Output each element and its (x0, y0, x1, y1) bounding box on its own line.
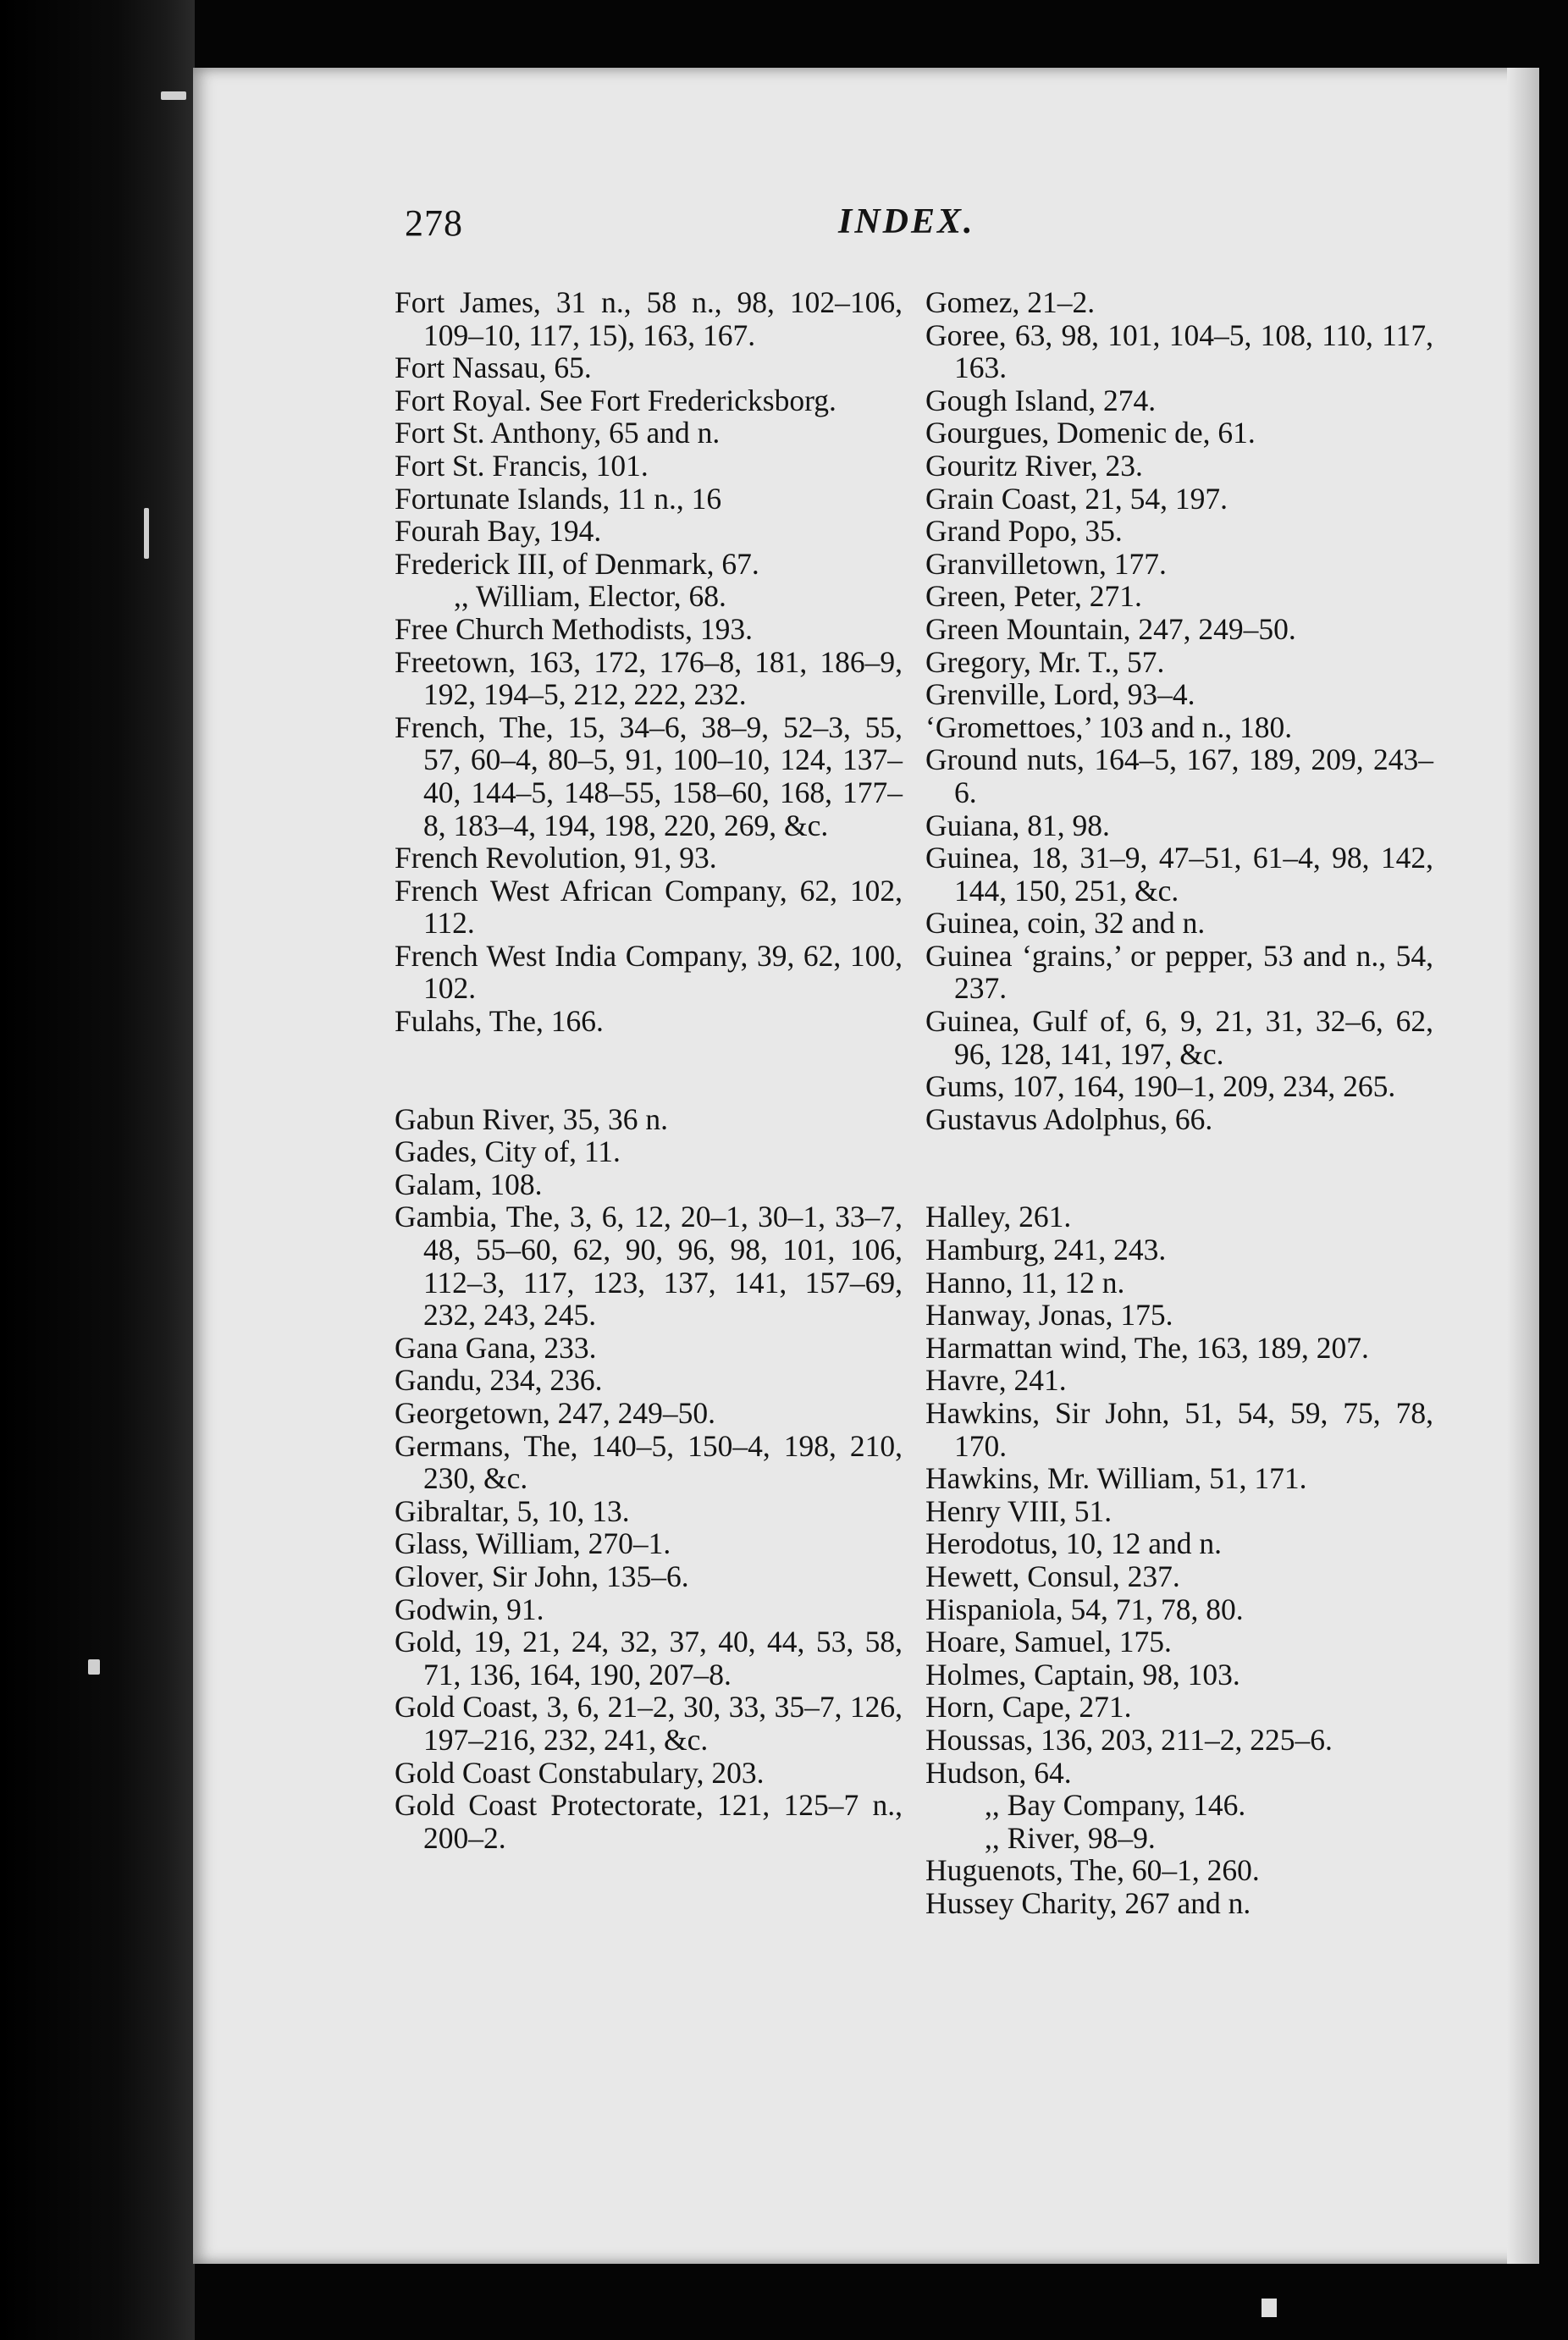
index-entry: Gold Coast, 3, 6, 21–2, 30, 33, 35–7, 126, 197–216, 232, 241, &c. (395, 1690, 903, 1757)
index-entry: French West African Company, 62, 102, 112. (395, 873, 903, 941)
index-entry: Granvilletown, 177. (925, 546, 1167, 581)
running-title: INDEX. (838, 202, 975, 241)
index-entry: Guinea, 18, 31–9, 47–51, 61–4, 98, 142, 144, 150, 251, &c. (925, 841, 1433, 908)
index-entry: ‘Gromettoes,’ 103 and n., 180. (925, 709, 1293, 744)
index-entry: Frederick III, of Denmark, 67. (395, 546, 759, 581)
index-entry: Hewett, Consul, 237. (925, 1559, 1180, 1593)
index-entry: Galam, 108. (395, 1167, 543, 1201)
spine-speck (88, 1659, 100, 1675)
index-entry: Goree, 63, 98, 101, 104–5, 108, 110, 117, 163. (925, 317, 1433, 385)
index-entry: Huguenots, The, 60–1, 260. (925, 1853, 1260, 1888)
index-entry: Gold, 19, 21, 24, 32, 37, 40, 44, 53, 58, 71, 136, 164, 190, 207–8. (395, 1625, 903, 1692)
index-entry: Havre, 241. (925, 1363, 1067, 1398)
index-entry: Gustavus Adolphus, 66. (925, 1101, 1213, 1136)
index-entry: Gana Gana, 233. (395, 1330, 597, 1365)
index-entry: Fort St. Anthony, 65 and n. (395, 416, 721, 450)
index-entry: Free Church Methodists, 193. (395, 611, 754, 646)
index-entry: Holmes, Captain, 98, 103. (925, 1657, 1240, 1692)
section-gap (395, 1038, 903, 1103)
index-entry: Georgetown, 247, 249–50. (395, 1396, 715, 1430)
index-entry: Gabun River, 35, 36 n. (395, 1101, 668, 1136)
scan-speck (1262, 2299, 1277, 2317)
index-column-left (395, 286, 903, 1854)
index-entry: Gambia, The, 3, 6, 12, 20–1, 30–1, 33–7, 48, 55–60, 62, 90, 96, 98, 101, 106, 112–3, 117, 123, 137, 141, 157–69, 232, 243, 245. (395, 1200, 903, 1333)
index-entry: Hudson, 64. (925, 1755, 1072, 1790)
index-entry: Fourah Bay, 194. (395, 514, 602, 549)
page-edge (1507, 68, 1539, 2264)
page-number: 278 (405, 202, 463, 244)
index-entry: Horn, Cape, 271. (925, 1690, 1132, 1725)
index-entry: Green, Peter, 271. (925, 579, 1142, 614)
index-entry: Green Mountain, 247, 249–50. (925, 611, 1296, 646)
index-entry: Hussey Charity, 267 and n. (925, 1885, 1251, 1920)
index-entry: Germans, The, 140–5, 150–4, 198, 210, 230, &c. (395, 1428, 903, 1496)
index-entry: Hamburg, 241, 243. (925, 1233, 1167, 1267)
index-entry: French, The, 15, 34–6, 38–9, 52–3, 55, 57, 60–4, 80–5, 91, 100–10, 124, 137–40, 144–5, 148–55, 158–60, 168, 177–8, 183–4, 194, 198, 220, 269, &c. (395, 709, 903, 842)
section-gap (925, 1135, 1433, 1200)
index-entry: Hawkins, Sir John, 51, 54, 59, 75, 78, 170. (925, 1396, 1433, 1463)
index-entry: Fortunate Islands, 11 n., 16 (395, 481, 722, 516)
index-entry: Gandu, 234, 236. (395, 1363, 603, 1398)
index-entry: Hanway, Jonas, 175. (925, 1298, 1173, 1333)
index-entry: Guiana, 81, 98. (925, 808, 1110, 842)
index-subentry: ,, Bay Company, 146. (985, 1788, 1246, 1823)
index-entry: Gouritz River, 23. (925, 448, 1143, 483)
index-entry: Gough Island, 274. (925, 383, 1157, 417)
index-entry: Halley, 261. (925, 1200, 1072, 1234)
index-entry: Glass, William, 270–1. (395, 1526, 671, 1561)
index-subentry: ,, River, 98–9. (985, 1820, 1156, 1855)
index-entry: Freetown, 163, 172, 176–8, 181, 186–9, 192, 194–5, 212, 222, 232. (395, 644, 903, 712)
index-entry: Guinea, coin, 32 and n. (925, 906, 1206, 941)
index-entry: French Revolution, 91, 93. (395, 841, 717, 875)
index-entry: Hispaniola, 54, 71, 78, 80. (925, 1592, 1244, 1626)
index-entry: Hanno, 11, 12 n. (925, 1265, 1125, 1300)
index-entry: Gums, 107, 164, 190–1, 209, 234, 265. (925, 1069, 1396, 1104)
index-entry: Gibraltar, 5, 10, 13. (395, 1493, 630, 1528)
index-entry: Herodotus, 10, 12 and n. (925, 1526, 1223, 1561)
index-column-right (925, 286, 1433, 1920)
index-entry: Gregory, Mr. T., 57. (925, 644, 1165, 679)
page-header (0, 201, 1568, 252)
index-entry: Grand Popo, 35. (925, 514, 1123, 549)
index-entry: Fort Royal. See Fort Fredericksborg. (395, 383, 836, 417)
index-subentry: ,, William, Elector, 68. (454, 579, 726, 614)
index-entry: Ground nuts, 164–5, 167, 189, 209, 243–6. (925, 742, 1433, 809)
index-entry: Grain Coast, 21, 54, 197. (925, 481, 1228, 516)
index-entry: Fort St. Francis, 101. (395, 448, 649, 483)
index-entry: Gold Coast Constabulary, 203. (395, 1755, 765, 1790)
index-entry: Henry VIII, 51. (925, 1493, 1113, 1528)
index-entry: Godwin, 91. (395, 1592, 544, 1626)
index-entry: Harmattan wind, The, 163, 189, 207. (925, 1330, 1369, 1365)
index-entry: French West India Company, 39, 62, 100, 102. (395, 938, 903, 1006)
index-entry: Hoare, Samuel, 175. (925, 1625, 1172, 1659)
index-entry: Fulahs, The, 166. (395, 1004, 604, 1039)
index-entry: Guinea ‘grains,’ or pepper, 53 and n., 54, 237. (925, 938, 1433, 1006)
index-entry: Houssas, 136, 203, 211–2, 225–6. (925, 1722, 1333, 1757)
index-entry: Gold Coast Protectorate, 121, 125–7 n., 200–2. (395, 1788, 903, 1855)
index-entry: Gomez, 21–2. (925, 285, 1096, 319)
book-spine-shadow (0, 0, 195, 2340)
index-entry: Gourgues, Domenic de, 61. (925, 416, 1256, 450)
index-entry: Gades, City of, 11. (395, 1134, 621, 1169)
index-entry: Fort James, 31 n., 58 n., 98, 102–106, 109–10, 117, 15), 163, 167. (395, 285, 903, 352)
index-entry: Glover, Sir John, 135–6. (395, 1559, 689, 1593)
spine-speck (144, 508, 149, 559)
spine-speck (161, 91, 186, 100)
index-entry: Fort Nassau, 65. (395, 350, 592, 385)
index-entry: Hawkins, Mr. William, 51, 171. (925, 1461, 1307, 1496)
index-entry: Guinea, Gulf of, 6, 9, 21, 31, 32–6, 62, 96, 128, 141, 197, &c. (925, 1004, 1433, 1071)
index-entry: Grenville, Lord, 93–4. (925, 677, 1195, 712)
